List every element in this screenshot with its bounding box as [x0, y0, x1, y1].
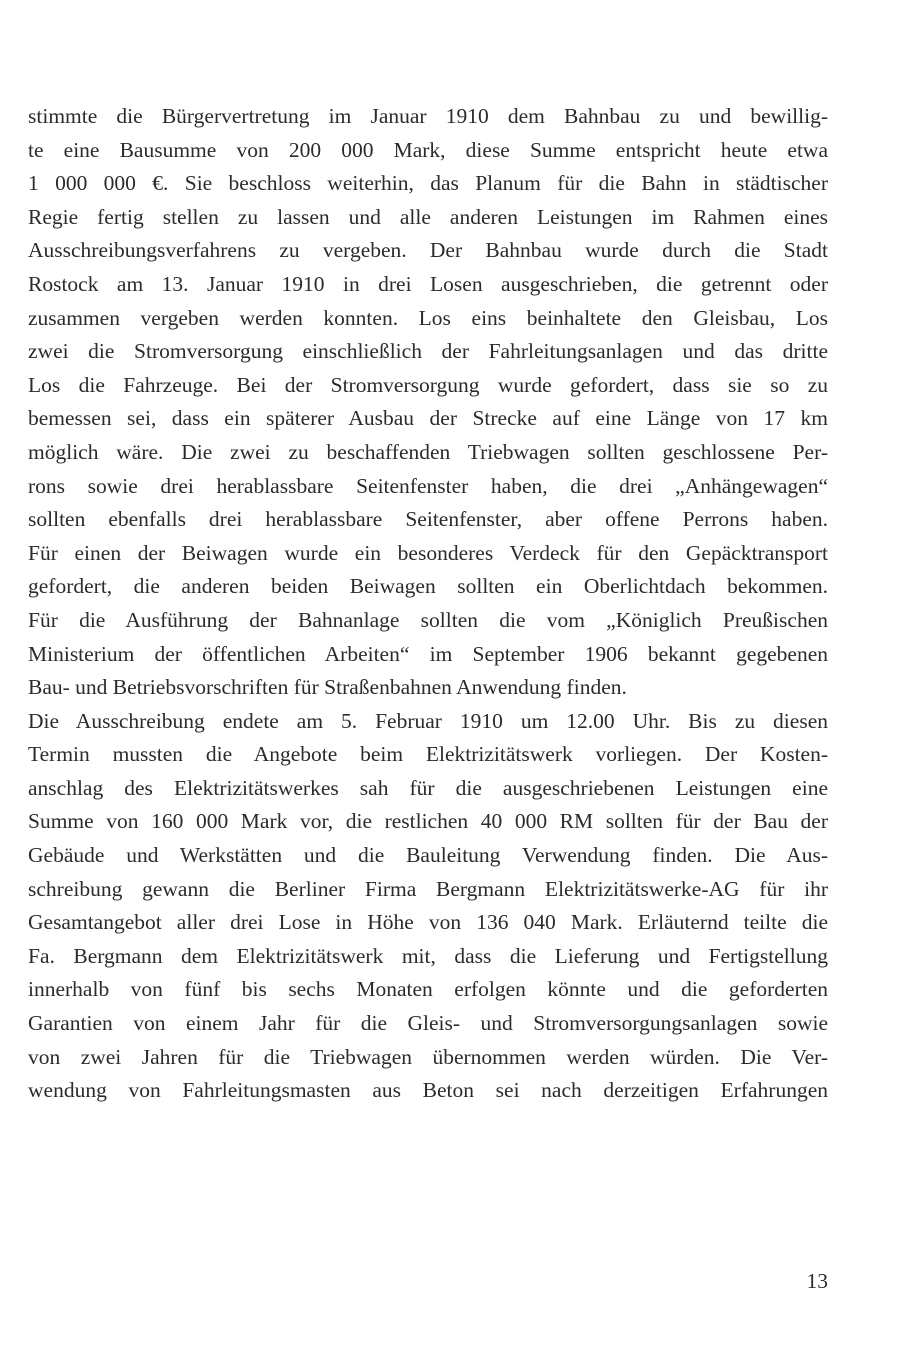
text-line-17: Ministerium der öffentlichen Arbeiten“ im September 1906 bekannt gegebenen [28, 641, 828, 666]
page-number: 13 [806, 1269, 828, 1293]
text-line-30: wendung von Fahrleitungsmasten aus Beton sei nach derzeitigen Erfahrungen [28, 1078, 828, 1103]
text-line-23: Gebäude und Werkstätten und die Bauleitung Verwendung finden. Die Aus- [28, 843, 828, 868]
text-line-1: stimmte die Bürgervertretung im Januar 1910 dem Bahnbau zu und bewillig- [28, 104, 828, 128]
text-line-16: Für die Ausführung der Bahnanlage sollten die vom „Königlich Preußischen [28, 607, 828, 632]
text-line-12: rons sowie drei herablassbare Seitenfenster haben, die drei „Anhängewagen“ [28, 473, 828, 498]
text-line-9: Los die Fahrzeuge. Bei der Stromversorgung wurde gefordert, dass sie so zu [28, 372, 828, 397]
text-line-6: Rostock am 13. Januar 1910 in drei Losen ausgeschrieben, die getrennt oder [28, 271, 828, 296]
text-line-5: Ausschreibungsverfahrens zu vergeben. Der Bahnbau wurde durch die Stadt [28, 238, 828, 263]
text-line-8: zwei die Stromversorgung einschließlich der Fahrleitungsanlagen und das dritte [28, 339, 828, 364]
text-line-15: gefordert, die anderen beiden Beiwagen sollten ein Oberlichtdach bekommen. [28, 574, 828, 599]
text-line-29: von zwei Jahren für die Triebwagen übernommen werden würden. Die Ver- [28, 1044, 828, 1069]
text-line-20: Termin mussten die Angebote beim Elektrizitätswerk vorliegen. Der Kosten- [28, 742, 828, 767]
text-line-21: anschlag des Elektrizitätswerkes sah für die ausgeschriebenen Leistungen eine [28, 775, 828, 800]
text-line-18: Bau- und Betriebsvorschriften für Straßenbahnen Anwendung finden. [28, 675, 627, 700]
text-line-28: Garantien von einem Jahr für die Gleis- und Stromversorgungsanlagen sowie [28, 1011, 828, 1036]
text-line-7: zusammen vergeben werden konnten. Los eins beinhaltete den Gleisbau, Los [28, 305, 828, 330]
text-line-19: Die Ausschreibung endete am 5. Februar 1910 um 12.00 Uhr. Bis zu diesen [28, 708, 828, 733]
text-line-27: innerhalb von fünf bis sechs Monaten erfolgen könnte und die geforderten [28, 977, 828, 1002]
text-line-25: Gesamtangebot aller drei Lose in Höhe von 136 040 Mark. Erläuternd teilte die [28, 910, 828, 935]
text-line-14: Für einen der Beiwagen wurde ein besonderes Verdeck für den Gepäcktransport [28, 540, 828, 565]
text-line-3: 1 000 000 €. Sie beschloss weiterhin, das Planum für die Bahn in städtischer [28, 171, 828, 196]
text-line-10: bemessen sei, dass ein späterer Ausbau der Strecke auf eine Länge von 17 km [28, 406, 828, 431]
text-line-24: schreibung gewann die Berliner Firma Bergmann Elektrizitätswerke-AG für ihr [28, 876, 828, 901]
text-line-2: te eine Bausumme von 200 000 Mark, diese Summe entspricht heute etwa [28, 137, 828, 162]
text-line-11: möglich wäre. Die zwei zu beschaffenden Triebwagen sollten geschlossene Per- [28, 439, 828, 464]
text-line-4: Regie fertig stellen zu lassen und alle anderen Leistungen im Rahmen eines [28, 204, 828, 229]
text-line-13: sollten ebenfalls drei herablassbare Seitenfenster, aber offene Perrons haben. [28, 507, 828, 532]
body-text [28, 100, 828, 1108]
text-line-26: Fa. Bergmann dem Elektrizitätswerk mit, dass die Lieferung und Fertigstellung [28, 943, 828, 968]
text-line-22: Summe von 160 000 Mark vor, die restlichen 40 000 RM sollten für der Bau der [28, 809, 828, 834]
